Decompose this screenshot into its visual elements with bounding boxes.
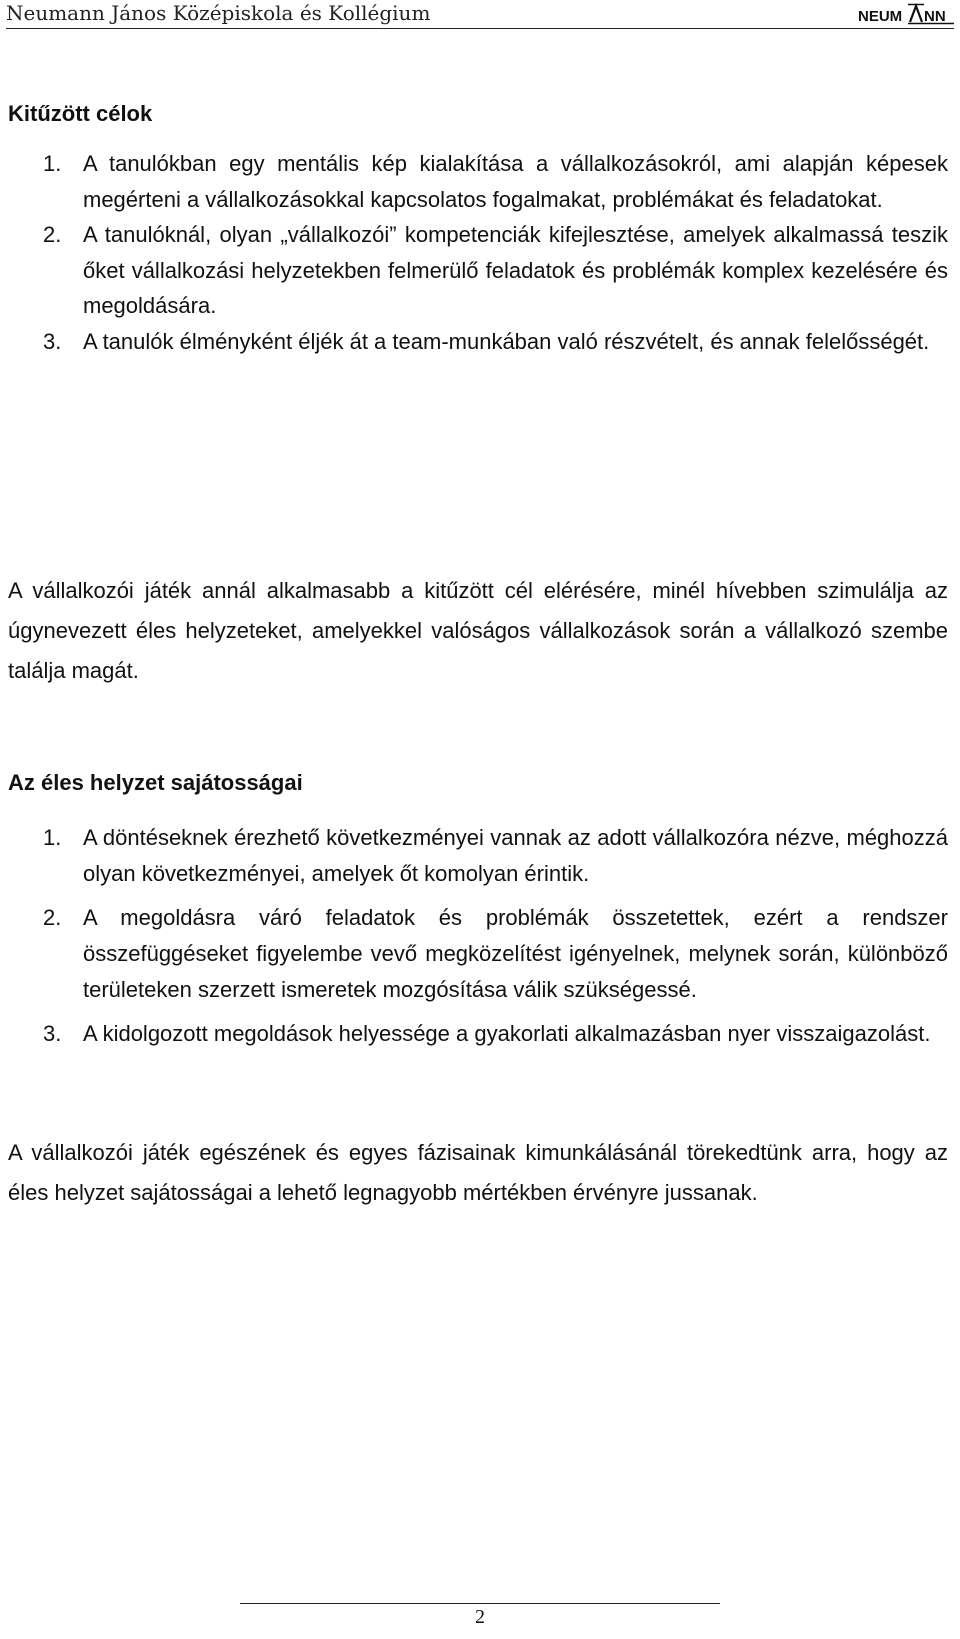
list-item-number: 3. [43,328,62,354]
list-item-text: A kidolgozott megoldások helyessége a gyakorlati alkalmazásban nyer visszaigazolást. [83,1021,931,1046]
goals-list [8,146,948,359]
list-item [8,820,948,892]
footer-divider [240,1603,720,1604]
list-item [8,217,948,324]
list-item-number: 2. [43,905,62,930]
section-heading-live-situation: Az éles helyzet sajátosságai [8,770,303,795]
logo-text-left: NEUM [858,8,903,25]
list-item-text: A tanulóknál, olyan „vállalkozói” kompetenciák kifejlesztése, amelyek alkalmassá teszik őket vállalkozási helyzetekben felmerülő feladatok és problémák komplex kezelésére és megoldására. [83,222,948,318]
list-item-number: 1. [43,825,62,850]
section-heading-goals: Kitűzött célok [8,101,153,126]
logo-text-right: NN [924,8,946,25]
list-item-text: A tanulók élményként éljék át a team-munkában való részvételt, és annak felelősségét. [83,328,930,354]
list-item-number: 3. [43,1021,62,1046]
neumann-logo [858,2,954,26]
list-item [8,146,948,217]
list-item-number: 2. [43,222,62,247]
intro-paragraph: A vállalkozói játék annál alkalmasabb a kitűzött cél elérésére, minél hívebben szimulálja az úgynevezett éles helyzeteket, amelyekkel valóságos vállalkozások során a vállalkozó szembe találja magát. [8,578,948,683]
list-item [8,324,948,360]
list-item-text: A megoldásra váró feladatok és problémák összetettek, ezért a rendszer összefüggéseket figyelembe vevő megközelítést igényelnek, melynek során, különböző területeken szerzett ismeretek mozgósítása válik szükségessé. [83,905,948,1002]
school-name: Neumann János Középiskola és Kollégium [6,1,431,25]
list-item-text: A tanulókban egy mentális kép kialakítása a vállalkozásokról, ami alapján képesek megérteni a vállalkozásokkal kapcsolatos fogalmakat, problémákat és feladatokat. [83,151,948,212]
list-item-number: 1. [43,151,62,176]
list-item [8,900,948,1008]
page-number: 2 [475,1606,485,1628]
closing-paragraph: A vállalkozói játék egészének és egyes fázisainak kimunkálásánál törekedtünk arra, hogy az éles helyzet sajátosságai a lehető legnagyobb mértékben érvényre jussanak. [8,1140,948,1205]
page-header [6,0,954,29]
list-item [8,1016,948,1052]
live-situation-list [8,820,948,1052]
list-item-text: A döntéseknek érezhető következményei vannak az adott vállalkozóra nézve, méghozzá olyan következményei, amelyek őt komolyan érintik. [83,825,948,886]
